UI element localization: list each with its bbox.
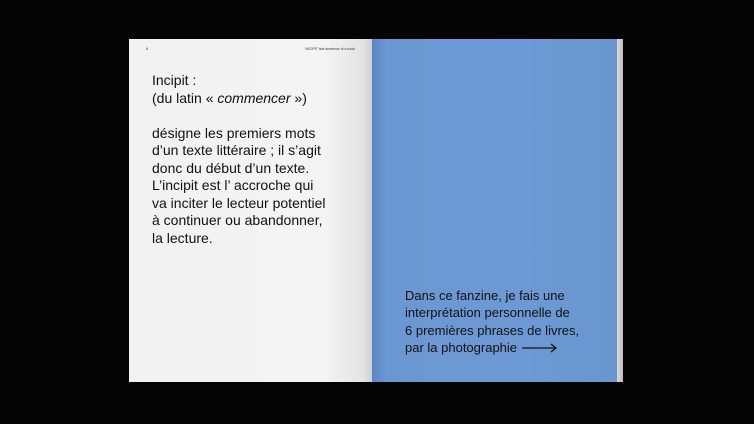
intro-line: interprétation personnelle de [405, 305, 570, 321]
definition-line: désigne les premiers mots [152, 124, 316, 141]
definition-text [152, 72, 367, 247]
page-stack-edge [617, 39, 623, 382]
intro-line: 6 premières phrases de livres, [405, 322, 580, 338]
page-number: 6 [146, 47, 148, 51]
term-line: Incipit : [152, 72, 197, 88]
definition-line: à continuer ou abandonner, [152, 212, 323, 228]
intro-line: Dans ce fanzine, je fais une [405, 288, 565, 303]
intro-line-text: par la photographie [405, 339, 518, 355]
definition-line: d’un texte littéraire ; il s’agit [152, 142, 321, 158]
origin-prefix: (du latin « [152, 89, 214, 106]
definition-line: L’incipit est l’ accroche qui [152, 177, 314, 193]
right-page [372, 39, 617, 382]
origin-suffix: ») [294, 89, 307, 106]
open-booklet [129, 39, 623, 382]
origin-line [152, 90, 367, 108]
intro-line-last [405, 339, 617, 356]
running-head: INCIPIT first sentence of a book [305, 47, 355, 51]
definition-line: donc du début d’un texte. [152, 159, 310, 176]
definition-line: va inciter le lecteur potentiel [152, 194, 326, 211]
fanzine-intro-text [405, 287, 617, 356]
definition-line: la lecture. [152, 229, 213, 246]
left-page [129, 39, 372, 382]
origin-word: commencer [217, 89, 291, 106]
long-right-arrow-icon [522, 343, 558, 353]
